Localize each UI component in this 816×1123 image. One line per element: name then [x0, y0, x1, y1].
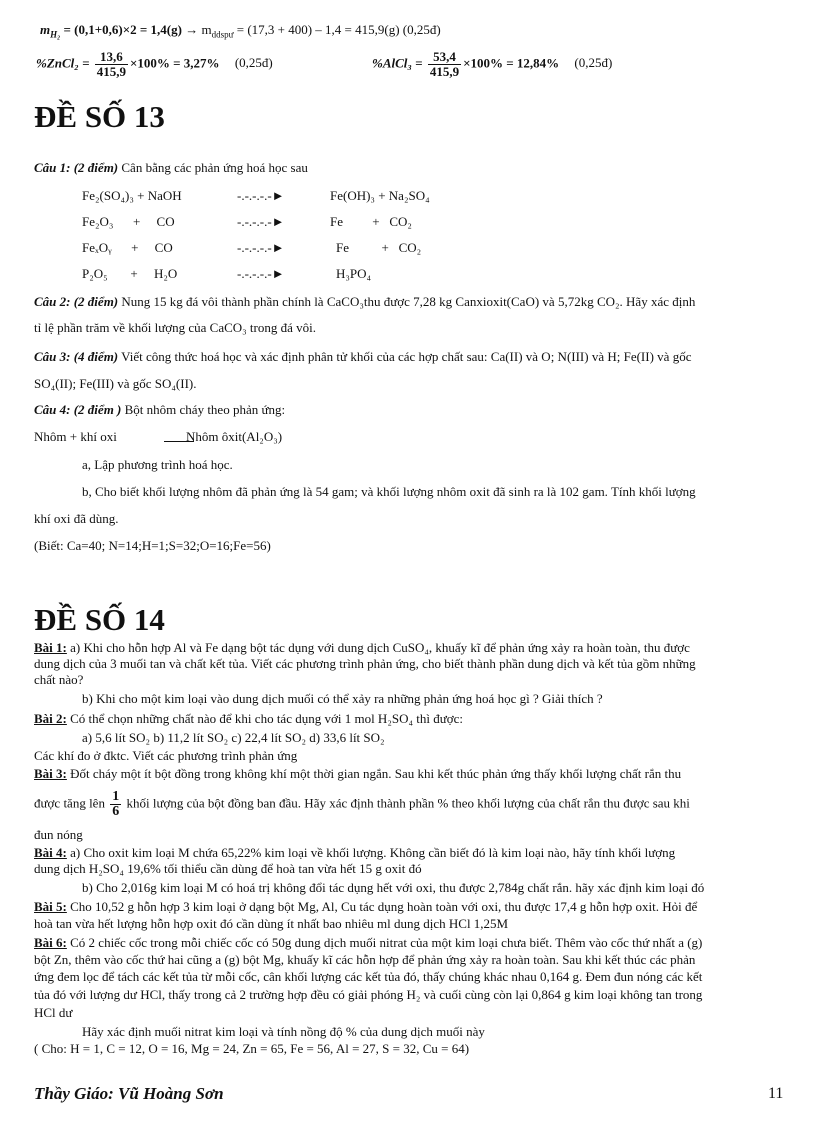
- question-2-cont: tỉ lệ phần trăm về khối lượng của CaCO₃ trong đá vôi.: [34, 320, 317, 335]
- footer-author: Thầy Giáo: Vũ Hoàng Sơn: [34, 1084, 224, 1103]
- reaction-3-left: FeₓOᵧ + CO: [82, 240, 173, 255]
- question-1: Câu 1: (2 điểm) Cân bằng các phản ứng hoá học sau: [34, 160, 308, 175]
- bai-4-line2: dung dịch H₂SO₄ 19,6% tối thiểu cần dùng để hoà tan vừa hết 15 g oxit đó: [34, 861, 422, 876]
- question-4b-cont: khí oxi đã dùng.: [34, 511, 119, 526]
- reaction-2-right: Fe + CO₂: [330, 214, 412, 229]
- question-4-equation-left: Nhôm + khí oxi: [34, 429, 117, 444]
- bai-1-line2: dung dịch của 3 muối tan và chất kết tủa. Viết các phương trình phản ứng, cho biết thành phần dung dịch và kết tủa gồm những: [34, 656, 696, 671]
- question-3-cont: SO₄(II); Fe(III) và gốc SO₄(II).: [34, 376, 197, 391]
- reaction-2-left: Fe₂O₃ + CO: [82, 214, 175, 229]
- alcl3-percent-equation: %AlCl₃ = $\frac{53,4}{415,9}$ ×100% = 12,84% (0,25đ): [372, 49, 613, 79]
- bai-6: Bài 6: Có 2 chiếc cốc trong mỗi chiếc cốc có 50g dung dịch muối nitrat của một kim loại chưa biết. Thêm vào cốc thứ nhất a (g): [34, 935, 703, 950]
- bai-6-line6: Hãy xác định muối nitrat kim loại và tính nồng độ % của dung dịch muối này: [82, 1024, 485, 1039]
- reaction-4-left: P₂O₅ + H₂O: [82, 266, 178, 281]
- bai-6-line3: ứng đem lọc để tách các kết tủa từ mỗi cốc, cân khối lượng các kết tủa đó, thấy chúng khác nhau 0,164 g. Đem đun nóng các kết: [34, 969, 703, 984]
- reaction-arrow: -.-.-.-.-►: [237, 188, 285, 203]
- bai-2-line3: Các khí đo ở đktc. Viết các phương trình phản ứng: [34, 748, 298, 763]
- bai-4: Bài 4: a) Cho oxit kim loại M chứa 65,22% kim loại về khối lượng. Không cần biết đó là kim loại nào, hãy tính khối lượng: [34, 845, 676, 860]
- bai-3-line2: được tăng lên $\frac{1}{6}$ khối lượng của bột đồng ban đầu. Hãy xác định thành phần % theo khối lượng của chất rắn thu được sau khi: [34, 789, 690, 819]
- bai-5-line2: hoà tan vừa hết lượng hỗn hợp oxit đó cần dùng ít nhất bao nhiêu ml dung dịch HCl 1,25M: [34, 916, 509, 931]
- reaction-1-left: Fe₂(SO₄)₃ + NaOH: [82, 188, 182, 203]
- bai-1: Bài 1: a) Khi cho hỗn hợp Al và Fe dạng bột tác dụng với dung dịch CuSO₄, khuấy kĩ để phản ứng xảy ra hoàn toàn, thu được: [34, 640, 690, 655]
- section-title-13: ĐỀ SỐ 13: [34, 99, 165, 134]
- question-4-equation-right: Nhôm ôxit(Al₂O₃): [186, 429, 283, 444]
- question-4a: a, Lập phương trình hoá học.: [82, 457, 233, 472]
- bai-3: Bài 3: Đốt cháy một ít bột đồng trong không khí một thời gian ngắn. Sau khi kết thúc phản ứng thấy khối lượng chất rắn thu: [34, 766, 682, 781]
- question-4b: b, Cho biết khối lượng nhôm đã phản ứng là 54 gam; và khối lượng nhôm oxit đã sinh ra là 102 gam. Tính khối lượng: [82, 484, 696, 499]
- bai-4-line3: b) Cho 2,016g kim loại M có hoá trị không đổi tác dụng hết với oxi, thu được 2,784g chất rắn. hãy xác định kim loại đó: [82, 880, 705, 895]
- question-3: Câu 3: (4 điểm) Viết công thức hoá học và xác định phân tử khối của các hợp chất sau: Ca(II) và O; N(III) và H; Fe(II) và gốc: [34, 349, 692, 364]
- reaction-arrow: -.-.-.-.-►: [237, 240, 285, 255]
- reaction-arrow: -.-.-.-.-►: [237, 214, 285, 229]
- bai-2-options: a) 5,6 lít SO₂ b) 11,2 lít SO₂ c) 22,4 lít SO₂ d) 33,6 lít SO₂: [82, 730, 385, 745]
- bai-6-line5: HCl dư: [34, 1005, 73, 1020]
- bai-1-line3: chất nào?: [34, 672, 84, 687]
- reaction-arrow: -.-.-.-.-►: [237, 266, 285, 281]
- bai-6-line4: tủa đó với lượng dư HCl, thấy trong cả 2 trường hợp đều có giải phóng H₂ và cuối cùng còn lại 0,864 g kim loại không tan trong: [34, 987, 703, 1002]
- zncl2-percent-equation: %ZnCl₂ = $\frac{13,6}{415,9}$ ×100% = 3,27% (0,25đ): [36, 49, 273, 79]
- question-4: Câu 4: (2 điểm ) Bột nhôm cháy theo phản ứng:: [34, 402, 286, 417]
- bai-3-line3: đun nóng: [34, 827, 83, 842]
- bai-2: Bài 2: Có thể chọn những chất nào để khi cho tác dụng với 1 mol H₂SO₄ thì được:: [34, 711, 464, 726]
- section-title-14: ĐỀ SỐ 14: [34, 602, 165, 637]
- reaction-3-right: Fe + CO₂: [336, 240, 422, 255]
- page-number: 11: [768, 1085, 784, 1102]
- reaction-1-right: Fe(OH)₃ + Na₂SO₄: [330, 188, 430, 203]
- bai-1-line4: b) Khi cho một kim loại vào dung dịch muối có thể xảy ra những phản ứng hoá học gì ? Giải thích ?: [82, 691, 603, 706]
- bai-5: Bài 5: Cho 10,52 g hỗn hợp 3 kim loại ở dạng bột Mg, Al, Cu tác dụng hoàn toàn với oxi, thu được 17,4 g hỗn hợp oxit. Hỏi để: [34, 899, 698, 914]
- mass-equation: $m_{H_2} = (0,1+0,6)\times 2 = 1,4(g) \to m_{ddspư} = (17,3 + 400) - 1,4 = 415,9(g)$ (0,25đ): [40, 22, 441, 40]
- bai-6-line2: bột Zn, thêm vào cốc thứ hai cũng a (g) bột Mg, khuấy kĩ các hỗn hợp để phản ứng xảy ra hoàn toàn. Sau khi kết thúc các phản: [34, 952, 696, 967]
- reaction-4-right: H₃PO₄: [336, 266, 372, 281]
- given-masses-14: ( Cho: H = 1, C = 12, O = 16, Mg = 24, Zn = 65, Fe = 56, Al = 27, S = 32, Cu = 64): [34, 1041, 470, 1056]
- question-2: Câu 2: (2 điểm) Nung 15 kg đá vôi thành phần chính là CaCO₃thu được 7,28 kg Canxioxit(CaO) và 5,72kg CO₂. Hãy xác định: [34, 294, 696, 309]
- given-masses-13: (Biết: Ca=40; N=14;H=1;S=32;O=16;Fe=56): [34, 538, 271, 553]
